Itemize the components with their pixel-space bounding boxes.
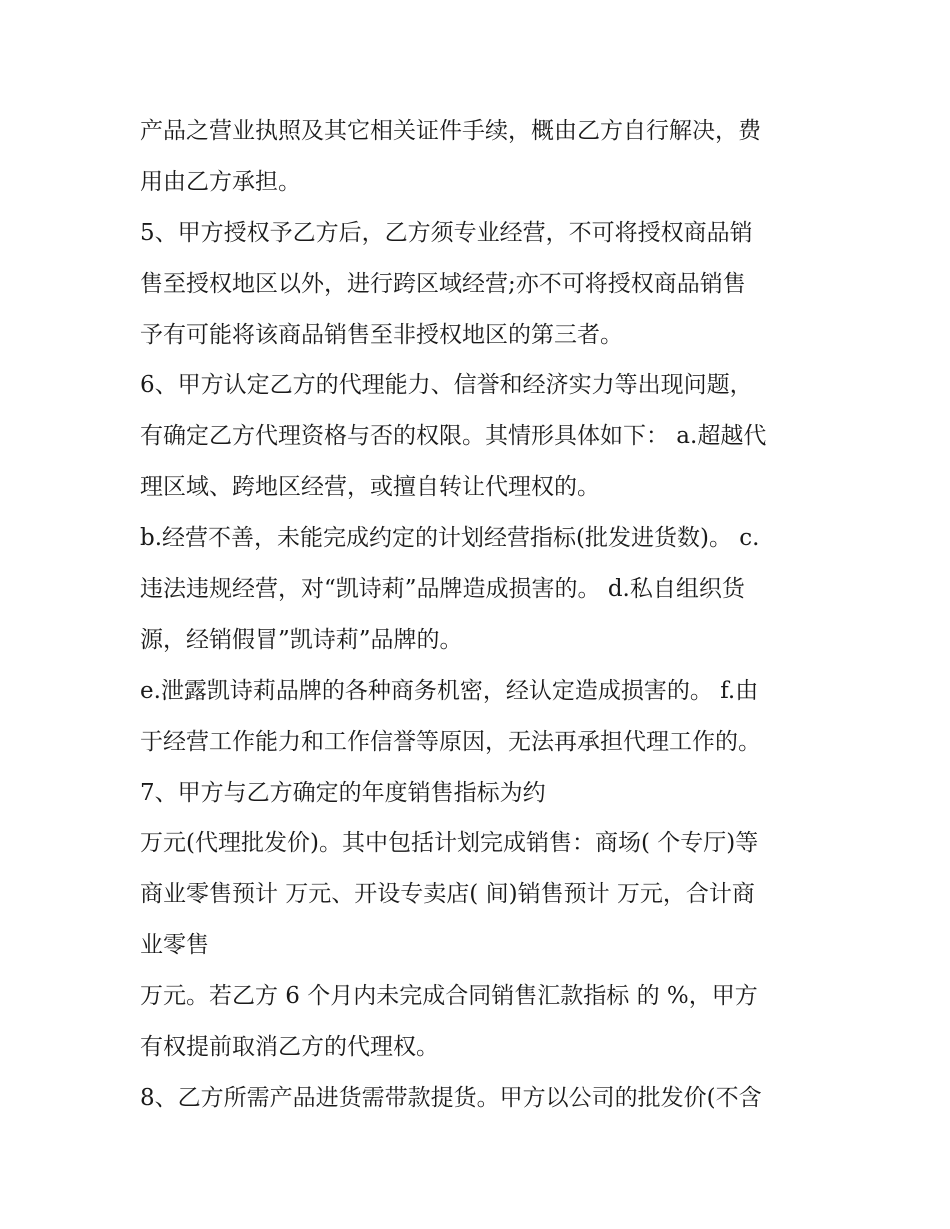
text-line: b.经营不善，未能完成约定的计划经营指标(批发进货数)。 c. [140, 525, 760, 552]
text-line: 万元。若乙方 6 个月内未完成合同销售汇款指标 的 %，甲方 [140, 983, 758, 1010]
text-line: 产品之营业执照及其它相关证件手续，概由乙方自行解决，费 [140, 118, 761, 144]
text-line: 商业零售预计 万元、开设专卖店( 间)销售预计 万元，合计商 [140, 881, 755, 908]
text-line: 源，经销假冒”凯诗莉”品牌的。 [140, 626, 463, 653]
contract-text-body [140, 106, 820, 1124]
clause-5-line: 5、甲方授权予乙方后，乙方须专业经营，不可将授权商品销 [140, 219, 753, 246]
text-line: 予有可能将该商品销售至非授权地区的第三者。 [140, 321, 623, 348]
text-line: 万元(代理批发价)。其中包括计划完成销售：商场( 个专厅)等 [140, 830, 759, 857]
text-line: 于经营工作能力和工作信誉等原因，无法再承担代理工作的。 [140, 728, 761, 755]
text-line: 售至授权地区以外，进行跨区域经营;亦不可将授权商品销售 [140, 270, 746, 297]
text-line: 违法违规经营，对“凯诗莉”品牌造成损害的。 d.私自组织货 [140, 576, 745, 603]
text-line: 业零售 [140, 932, 209, 959]
clause-7-line: 7、甲方与乙方确定的年度销售指标为约 [140, 779, 546, 806]
clause-6-line: 6、甲方认定乙方的代理能力、信誉和经济实力等出现问题， [140, 372, 753, 399]
text-line: 有确定乙方代理资格与否的权限。其情形具体如下： a.超越代 [140, 423, 767, 450]
text-line: 用由乙方承担。 [140, 168, 301, 195]
text-line: 理区域、跨地区经营，或擅自转让代理权的。 [140, 474, 600, 501]
clause-8-line: 8、乙方所需产品进货需带款提货。甲方以公司的批发价(不含 [140, 1084, 762, 1111]
text-line: e.泄露凯诗莉品牌的各种商务机密，经认定造成损害的。 f.由 [140, 677, 759, 704]
text-line: 有权提前取消乙方的代理权。 [140, 1034, 439, 1061]
